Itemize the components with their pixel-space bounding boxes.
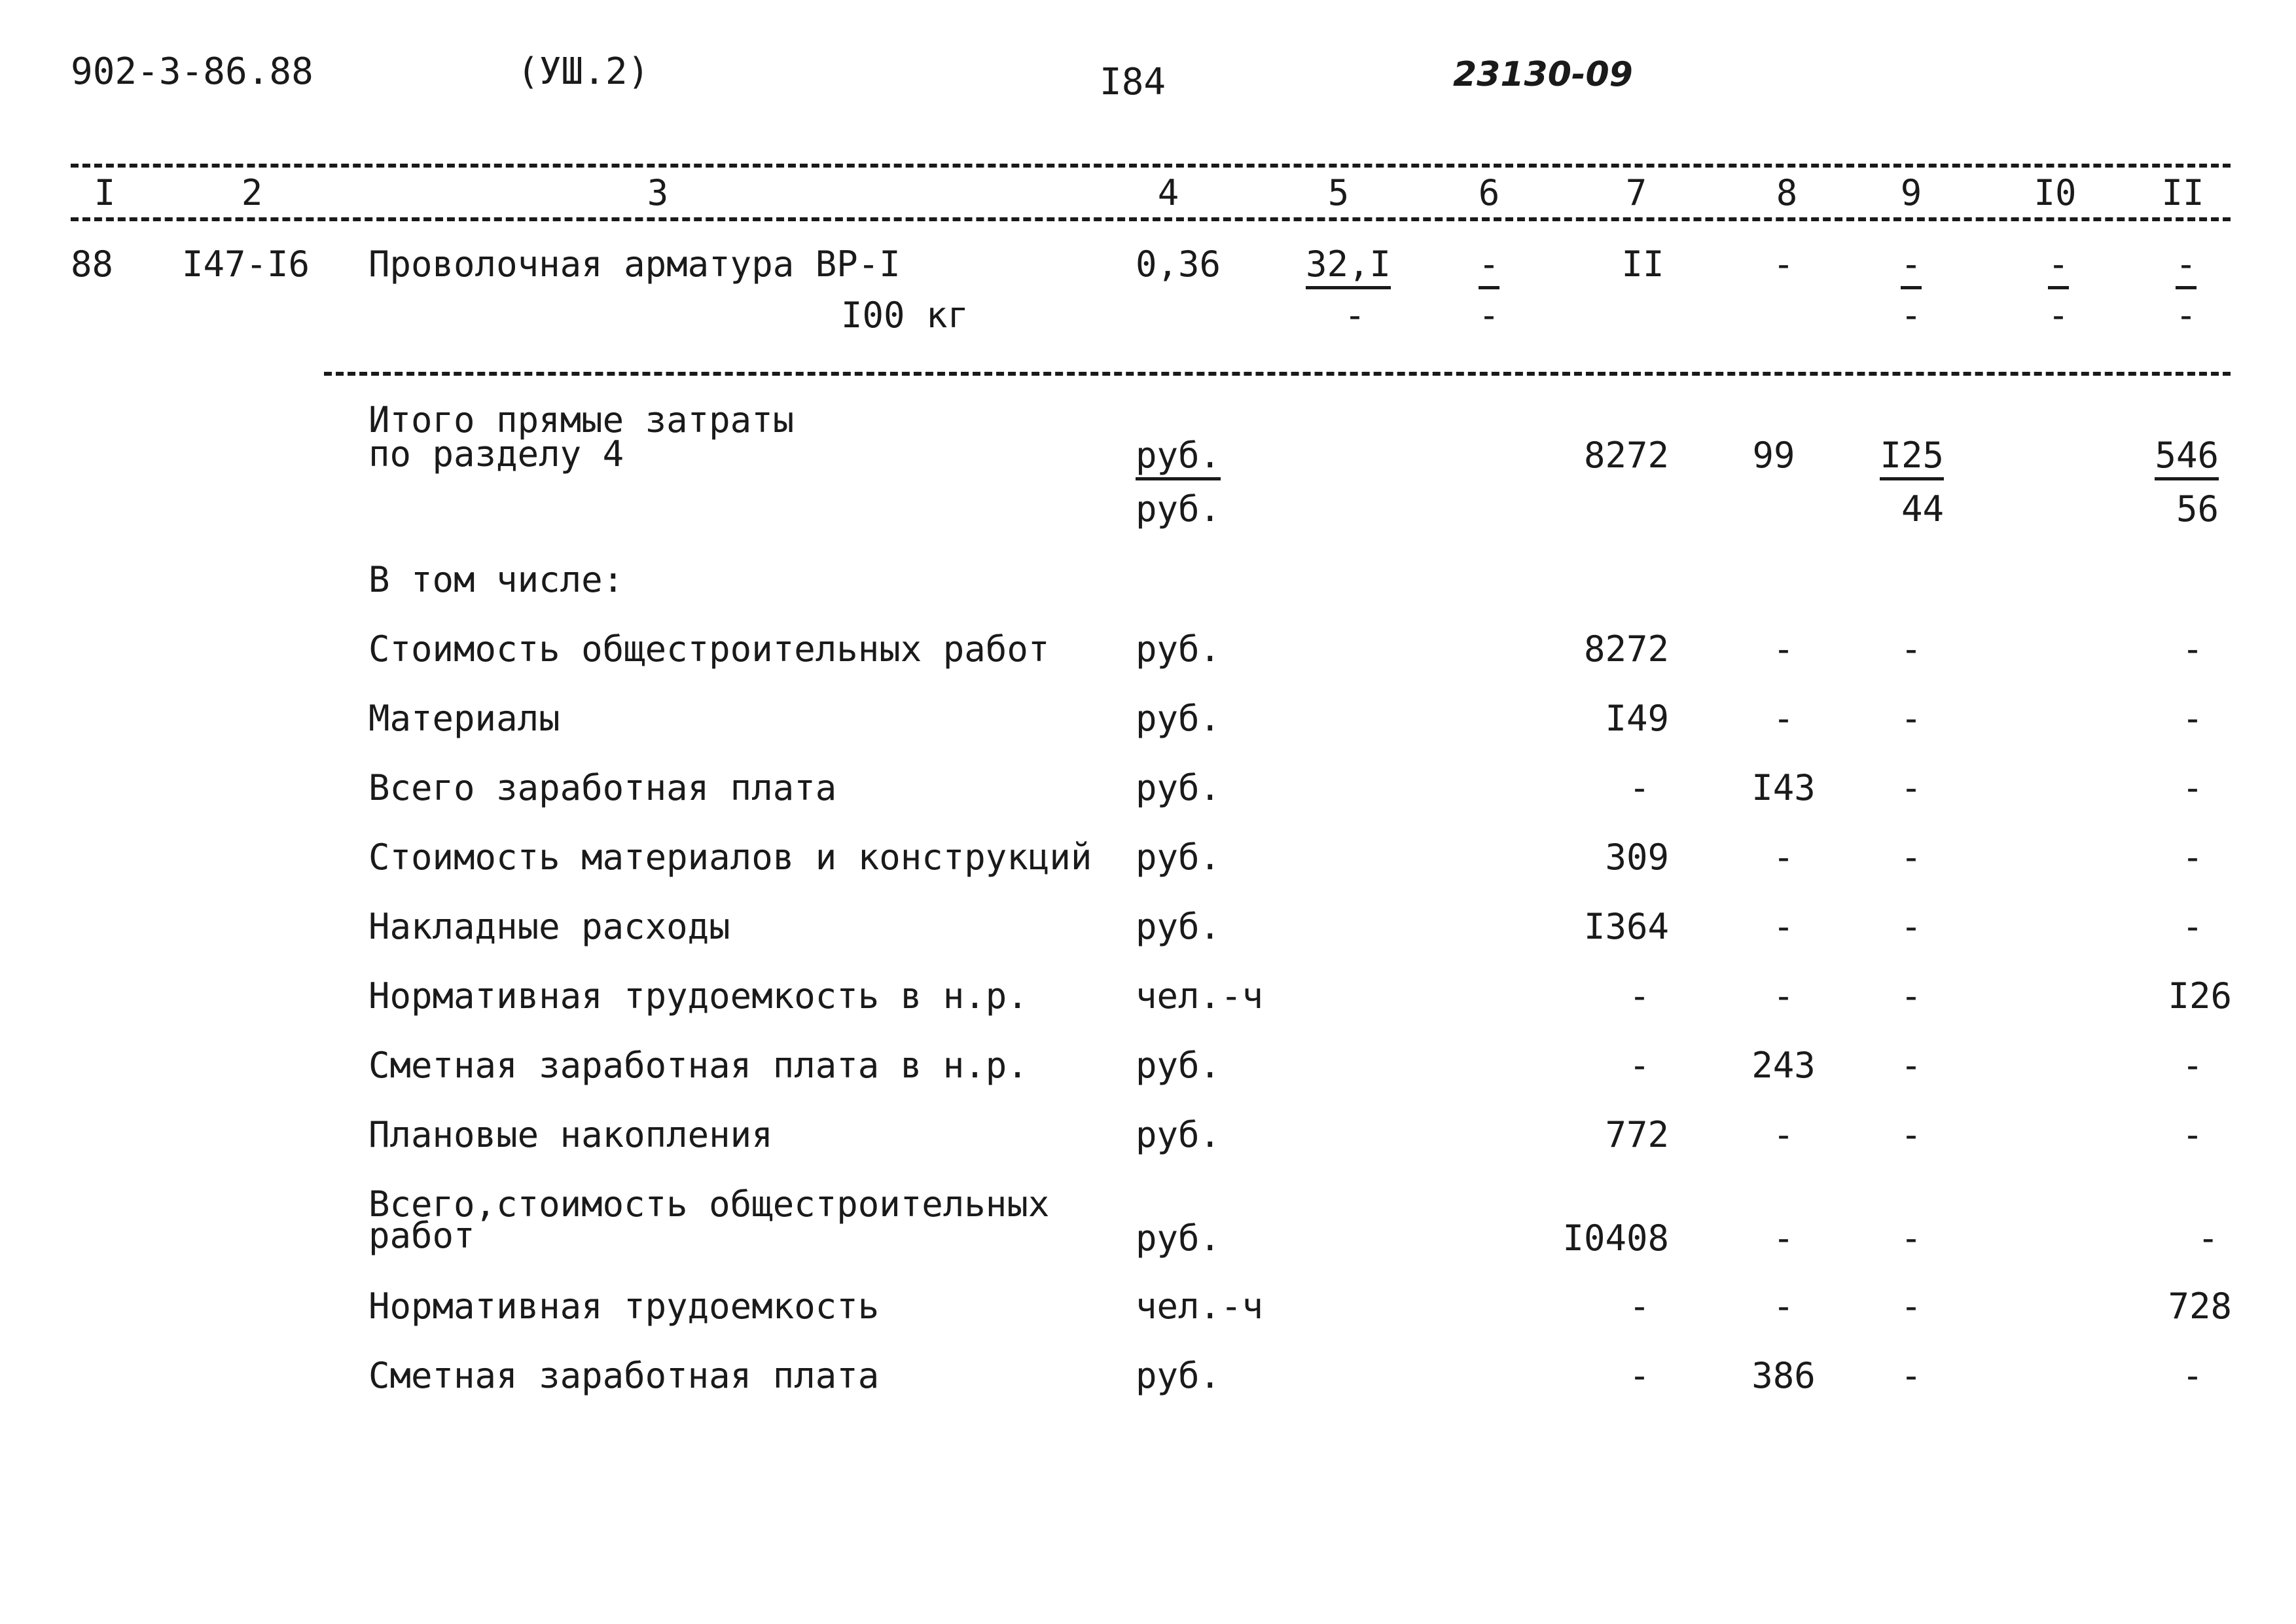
total-col9-top: I25 [1880,435,1944,480]
row-col9: - [1900,628,1922,670]
total-unit-top: руб. [1136,435,1221,480]
row-col7: - [1628,767,1651,808]
row-unit: руб. [1136,1355,1221,1396]
column-header-6: 6 [1478,172,1500,213]
grand-total-col11: - [2197,1218,2219,1259]
row-col7: - [1628,1045,1651,1086]
total-col11-bottom: 56 [2176,488,2219,530]
row-col11: - [2181,767,2204,808]
row-col9: - [1900,1114,1922,1155]
column-header-2: 2 [241,172,263,213]
row-unit: руб. [1136,698,1221,739]
row-label: Стоимость общестроительных работ [368,628,1050,670]
row-col9: - [1900,1286,1922,1327]
row-col7: 772 [1605,1114,1669,1155]
row-label: Нормативная трудоемкость [368,1286,880,1327]
column-header-3: 3 [647,172,669,213]
grand-total-label-line2: работ [368,1215,475,1256]
column-header-7: 7 [1625,172,1647,213]
volume-label: (УШ.2) [517,50,650,93]
row-col8: I43 [1751,767,1816,808]
entry-col5-bottom: - [1344,295,1366,336]
row-col8: - [1772,906,1795,947]
row-col8: 386 [1751,1355,1816,1396]
column-header-1: I [94,172,116,213]
row-col8: - [1772,837,1795,878]
row-col8: - [1772,698,1795,739]
grand-total-unit: руб. [1136,1218,1221,1259]
row-col9: - [1900,698,1922,739]
grand-total-col7: I0408 [1562,1218,1669,1259]
header-top-rule [71,164,2231,168]
entry-col10-top: - [2048,244,2070,289]
row-unit: руб. [1136,628,1221,670]
header-bottom-rule [71,217,2231,221]
entry-col9-top: - [1901,244,1922,289]
entry-col5-top: 32,I [1306,244,1391,289]
row-unit: чел.-ч [1136,1286,1264,1327]
row-col9: - [1900,1355,1922,1396]
row-label: Накладные расходы [368,906,730,947]
row-col11: - [2181,1355,2204,1396]
column-header-11: II [2161,172,2204,213]
row-col11: - [2181,906,2204,947]
document-code: 902-3-86.88 [71,50,314,93]
row-col7: - [1628,1286,1651,1327]
row-col8: - [1772,975,1795,1017]
row-col8: - [1772,1286,1795,1327]
entry-col11-bottom: - [2175,295,2197,336]
total-col9-bottom: 44 [1901,488,1944,530]
row-col9: - [1900,906,1922,947]
entry-col8: - [1772,244,1795,285]
row-col7: - [1628,1355,1651,1396]
total-col11-top: 546 [2155,435,2219,480]
row-col7: 309 [1605,837,1669,878]
row-unit: чел.-ч [1136,975,1264,1017]
grand-total-label-line1: Всего,стоимость общестроительных [368,1183,1050,1225]
entry-col7: II [1621,244,1664,285]
total-col8: 99 [1752,435,1795,476]
row-col8: 243 [1751,1045,1816,1086]
entry-name: Проволочная арматура ВР-I [368,244,901,285]
column-header-10: I0 [2034,172,2077,213]
archive-stamp: 23130-09 [1453,55,1633,94]
column-header-9: 9 [1900,172,1922,213]
column-header-8: 8 [1776,172,1798,213]
row-label: Материалы [368,698,560,739]
row-col11: I26 [2168,975,2232,1017]
row-label: Плановые накопления [368,1114,773,1155]
page-number: I84 [1100,61,1166,103]
entry-quantity: 0,36 [1136,244,1221,285]
grand-total-col8: - [1772,1218,1795,1259]
row-label: Сметная заработная плата [368,1355,880,1396]
row-label: Стоимость материалов и конструкций [368,837,1092,878]
row-col8: - [1772,1114,1795,1155]
row-col11: - [2181,628,2204,670]
row-col9: - [1900,1045,1922,1086]
row-col7: I49 [1605,698,1669,739]
entry-unit: I00 кг [841,295,969,336]
row-col11: - [2181,1114,2204,1155]
section-divider [324,372,2231,376]
entry-col6-bottom: - [1478,295,1500,336]
row-col9: - [1900,975,1922,1017]
total-label-line1: Итого прямые затраты [368,399,795,441]
entry-col10-bottom: - [2047,295,2070,336]
column-header-5: 5 [1327,172,1350,213]
including-label: В том числе: [368,559,624,600]
entry-code: I47-I6 [182,244,310,285]
total-col7: 8272 [1583,435,1669,476]
entry-col6-top: - [1479,244,1500,289]
entry-col11-top: - [2176,244,2197,289]
row-col11: - [2181,837,2204,878]
row-col8: - [1772,628,1795,670]
row-col9: - [1900,837,1922,878]
row-col11: - [2181,1045,2204,1086]
row-unit: руб. [1136,906,1221,947]
total-label-line2: по разделу 4 [368,433,624,475]
row-col9: - [1900,767,1922,808]
entry-col9-bottom: - [1900,295,1922,336]
row-label: Всего заработная плата [368,767,837,808]
row-unit: руб. [1136,1114,1221,1155]
row-unit: руб. [1136,1045,1221,1086]
total-unit-bottom: руб. [1136,488,1221,530]
row-label: Сметная заработная плата в н.р. [368,1045,1028,1086]
row-col7: I364 [1583,906,1669,947]
row-col7: 8272 [1583,628,1669,670]
grand-total-col9: - [1900,1218,1922,1259]
row-unit: руб. [1136,837,1221,878]
row-col7: - [1628,975,1651,1017]
row-col11: - [2181,698,2204,739]
entry-number: 88 [71,244,114,285]
column-header-4: 4 [1157,172,1179,213]
row-label: Нормативная трудоемкость в н.р. [368,975,1028,1017]
row-col11: 728 [2168,1286,2232,1327]
row-unit: руб. [1136,767,1221,808]
